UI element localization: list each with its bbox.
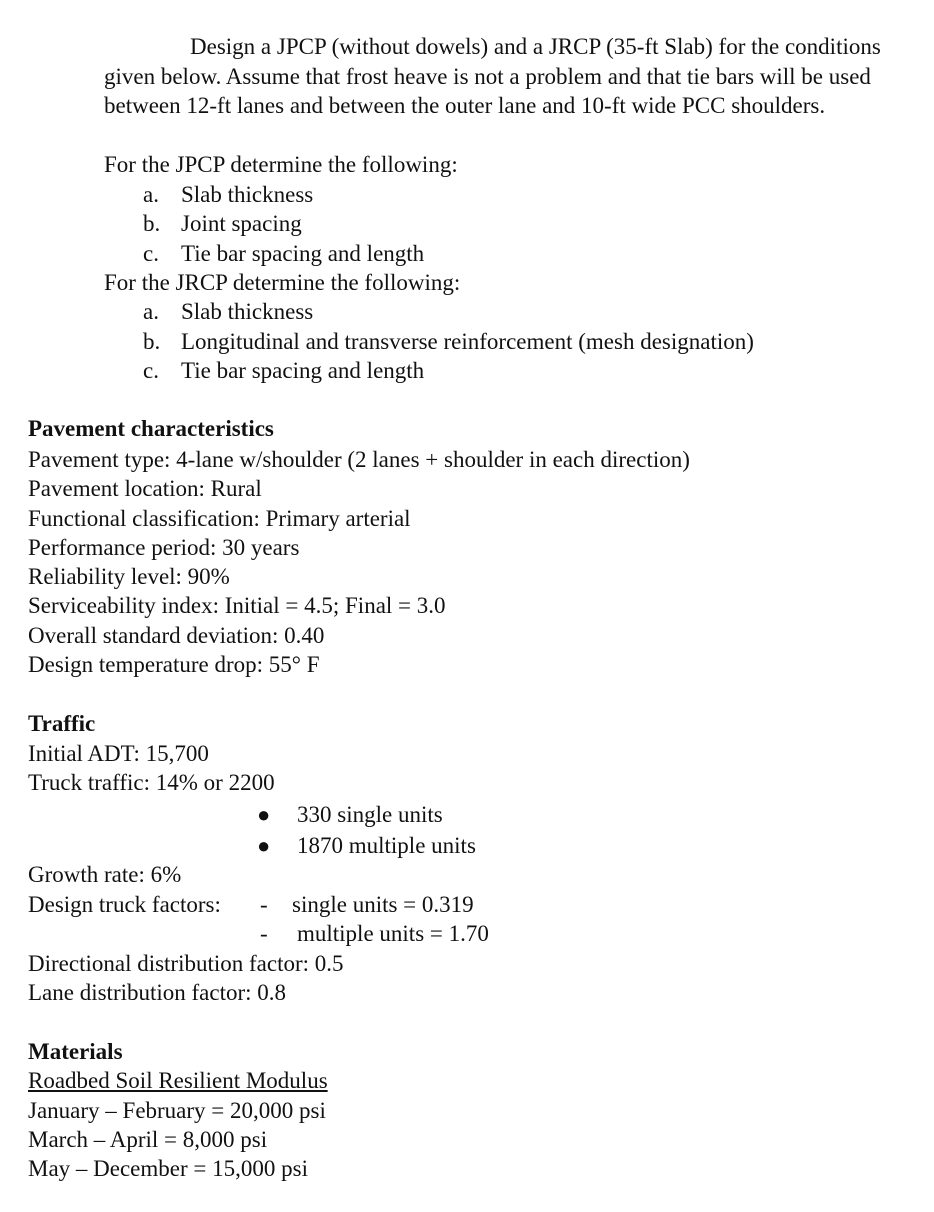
modulus-line: March – April = 8,000 psi: [28, 1127, 268, 1152]
list-marker: c.: [143, 241, 159, 266]
pavement-line: Performance period: 30 years: [28, 535, 300, 560]
jrcp-item-c: [143, 356, 424, 385]
truck-factors-label: Design truck factors:: [28, 892, 221, 917]
dash-marker: -: [260, 921, 268, 946]
list-item-text: Slab thickness: [181, 182, 314, 207]
list-item-text: Longitudinal and transverse reinforcement (mesh designation): [181, 329, 754, 354]
modulus-line: January – February = 20,000 psi: [28, 1098, 326, 1123]
list-item-text: Slab thickness: [181, 299, 314, 324]
intro-paragraph: Design a JPCP (without dowels) and a JRCP (35-ft Slab) for the conditions given below. Assume that frost heave is not a problem and that tie bars will be used between 12-ft lanes and between the outer lane and 10-ft wide PCC shoulders.: [104, 34, 881, 118]
jrcp-item-a: [143, 297, 313, 326]
list-item-text: Tie bar spacing and length: [181, 358, 425, 383]
list-marker: b.: [143, 211, 161, 236]
lane-factor: Lane distribution factor: 0.8: [28, 980, 287, 1005]
modulus-line: May – December = 15,000 psi: [28, 1156, 308, 1181]
jpcp-item-c: [143, 239, 424, 268]
materials-subheading: Roadbed Soil Resilient Modulus: [28, 1068, 328, 1093]
pavement-line: Overall standard deviation: 0.40: [28, 623, 325, 648]
jrcp-heading: For the JRCP determine the following:: [104, 270, 461, 295]
list-marker: c.: [143, 358, 159, 383]
growth-rate: Growth rate: 6%: [28, 862, 182, 887]
jpcp-heading: For the JPCP determine the following:: [104, 152, 458, 177]
pavement-line: Functional classification: Primary arterial: [28, 506, 411, 531]
initial-adt: Initial ADT: 15,700: [28, 741, 209, 766]
pavement-line: Design temperature drop: 55° F: [28, 652, 320, 677]
truck-factor-item: [258, 890, 474, 919]
list-item-text: 330 single units: [297, 802, 443, 827]
materials-heading: Materials: [28, 1039, 123, 1064]
truck-breakdown-item: [257, 831, 476, 860]
bullet-icon: ●: [257, 833, 271, 858]
list-item-text: multiple units = 1.70: [297, 921, 489, 946]
jpcp-item-a: [143, 180, 313, 209]
list-item-text: 1870 multiple units: [297, 833, 476, 858]
truck-breakdown-item: [257, 800, 443, 829]
truck-factor-item: [258, 919, 489, 948]
pavement-line: Pavement type: 4-lane w/shoulder (2 lanes + shoulder in each direction): [28, 447, 690, 472]
traffic-heading: Traffic: [28, 711, 96, 736]
pavement-line: Pavement location: Rural: [28, 476, 262, 501]
bullet-icon: ●: [257, 802, 271, 827]
list-marker: a.: [143, 182, 159, 207]
dash-marker: -: [260, 892, 268, 917]
pavement-line: Serviceability index: Initial = 4.5; Final = 3.0: [28, 593, 446, 618]
jpcp-item-b: [143, 209, 302, 238]
list-item-text: Joint spacing: [181, 211, 302, 236]
pavement-heading: Pavement characteristics: [28, 416, 274, 441]
list-item-text: Tie bar spacing and length: [181, 241, 425, 266]
list-item-text: single units = 0.319: [292, 892, 474, 917]
pavement-line: Reliability level: 90%: [28, 564, 230, 589]
truck-traffic: Truck traffic: 14% or 2200: [28, 770, 275, 795]
directional-factor: Directional distribution factor: 0.5: [28, 951, 344, 976]
list-marker: b.: [143, 329, 161, 354]
list-marker: a.: [143, 299, 159, 324]
jrcp-item-b: [143, 327, 754, 356]
